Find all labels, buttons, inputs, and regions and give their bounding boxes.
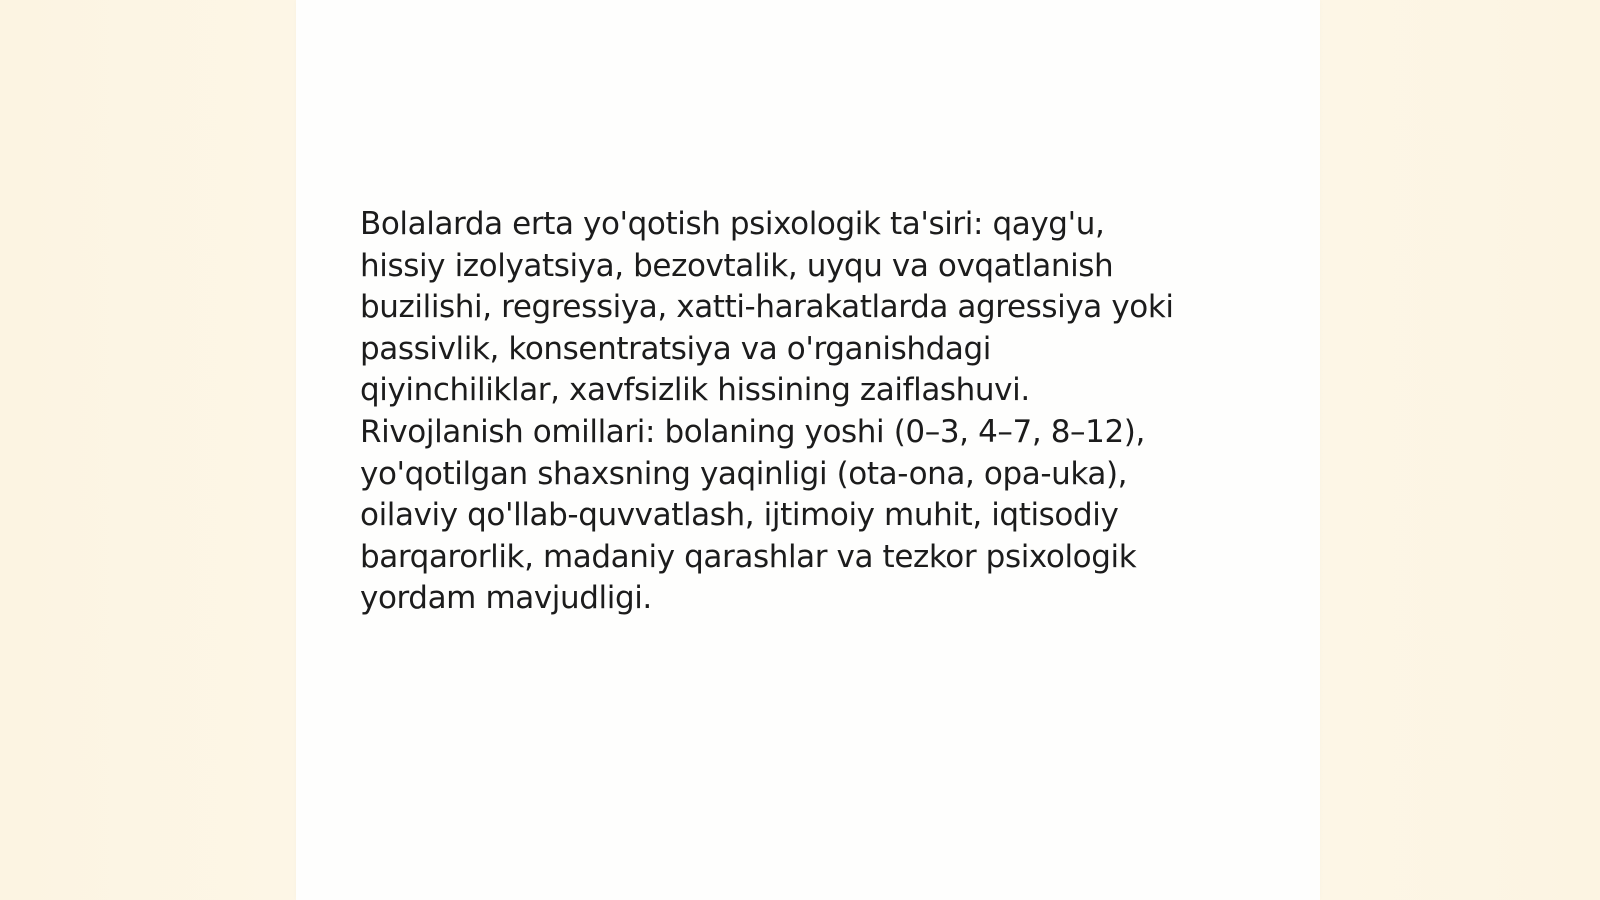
slide-body-text: Bolalarda erta yo'qotish psixologik ta'siri: qayg'u, hissiy izolyatsiya, bezovtalik, uyqu va ovqatlanish buzilishi, regressiya, xatti-harakatlarda agressiya yoki passivlik, konsentratsiya va o'rganishdagi qiyinchiliklar, xavfsizlik hissining zaiflashuvi. Rivojlanish omillari: bolaning yoshi (0–3, 4–7, 8–12), yo'qotilgan shaxsning yaqinligi (ota-ona, opa-uka), oilaviy qo'llab-quvvatlash, ijtimoiy muhit, iqtisodiy barqarorlik, madaniy qarashlar va tezkor psixologik yordam mavjudligi. <box>360 206 1174 617</box>
left-margin-panel <box>0 0 296 900</box>
right-margin-panel <box>1320 0 1600 900</box>
slide-page <box>296 0 1320 900</box>
